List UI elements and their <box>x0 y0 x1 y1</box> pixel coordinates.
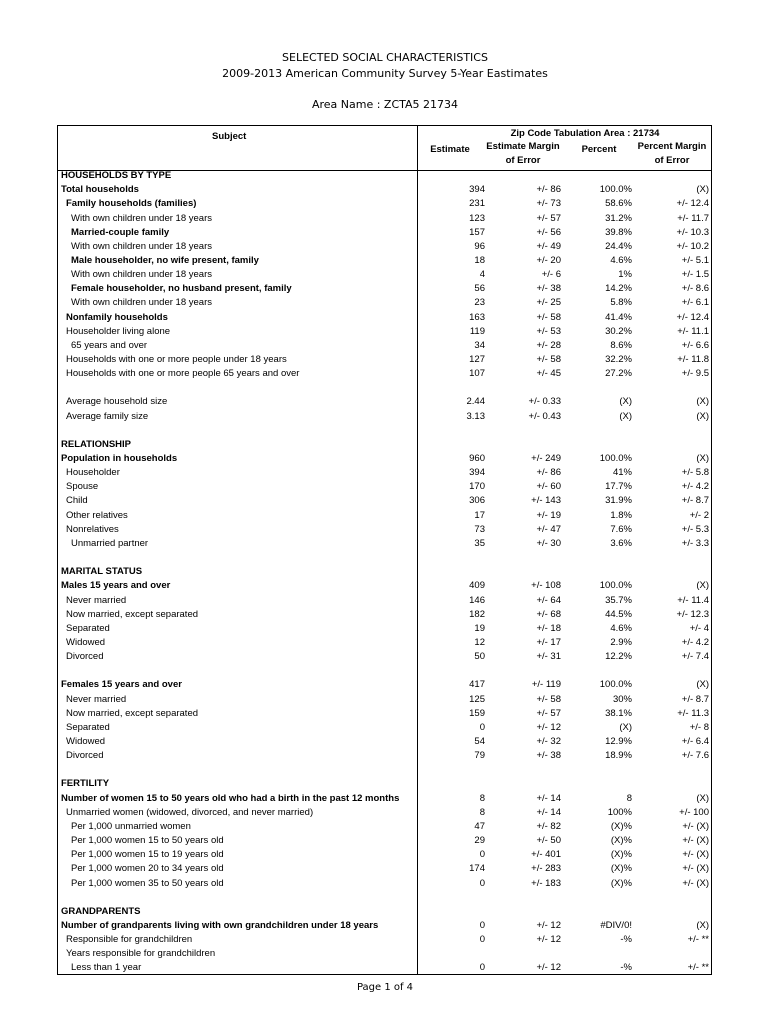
estimate-cell: 119 <box>469 325 485 337</box>
percent-cell: 27.2% <box>605 368 632 380</box>
estimate-cell: 107 <box>469 368 485 380</box>
row-label: Unmarried partner <box>71 537 149 549</box>
report-subtitle: 2009-2013 American Community Survey 5-Year Eastimates <box>222 67 548 80</box>
margin-cell: +/- 68 <box>536 608 561 620</box>
margin-cell: +/- 12 <box>536 934 561 946</box>
table-row <box>58 636 711 650</box>
estimate-cell: 8 <box>479 806 485 818</box>
table-row <box>58 494 711 508</box>
row-label: Householder living alone <box>66 325 171 337</box>
percent-margin-cell: +/- ** <box>687 934 709 946</box>
margin-cell: +/- 14 <box>536 792 561 804</box>
row-label: Males 15 years and over <box>61 580 171 592</box>
row-label: Nonrelatives <box>66 523 119 535</box>
margin-cell: +/- 32 <box>536 736 561 747</box>
percent-cell: 100.0% <box>599 453 632 464</box>
row-label: Other relatives <box>66 509 128 521</box>
row-label: Per 1,000 unmarried women <box>71 820 191 832</box>
table-row <box>58 480 711 494</box>
estimate-cell: 0 <box>479 721 485 733</box>
row-label: Females 15 years and over <box>61 679 182 691</box>
percent-margin-cell: +/- 11.7 <box>677 212 709 224</box>
estimate-cell: 8 <box>479 792 485 804</box>
table-row <box>58 226 711 240</box>
row-label: Number of women 15 to 50 years old who had a birth in the past 12 months <box>61 792 400 804</box>
percent-cell: (X)% <box>610 863 632 875</box>
estimate-cell: 56 <box>474 283 485 295</box>
estimate-cell: 163 <box>469 311 485 323</box>
estimate-cell: 170 <box>469 481 485 493</box>
percent-margin-cell: +/- 7.6 <box>681 750 709 762</box>
margin-cell: +/- 19 <box>536 509 561 521</box>
percent-cell: 31.2% <box>605 212 632 224</box>
row-label: Number of grandparents living with own grandchildren under 18 years <box>61 919 379 931</box>
percent-margin-cell: +/- 11.3 <box>677 707 709 719</box>
percent-cell: 31.9% <box>605 495 632 507</box>
table-row <box>58 678 711 692</box>
percent-margin-cell: +/- 8.6 <box>681 283 709 295</box>
estimate-cell: 394 <box>469 467 485 479</box>
margin-cell: +/- 30 <box>536 537 561 549</box>
estimate-cell: 174 <box>469 863 485 875</box>
row-label: Widowed <box>66 736 106 747</box>
table-row <box>58 862 711 876</box>
percent-cell: 41% <box>612 467 632 479</box>
percent-cell: 32.2% <box>605 353 632 365</box>
table-row <box>58 919 711 933</box>
percent-cell: 44.5% <box>605 608 632 620</box>
margin-cell: +/- 28 <box>536 339 561 351</box>
percent-margin-cell: +/- 12.4 <box>676 198 709 210</box>
estimate-cell: 12 <box>474 636 485 648</box>
row-label: MARITAL STATUS <box>61 566 143 578</box>
row-label: Householder <box>66 467 120 479</box>
table-row <box>58 452 711 466</box>
percent-margin-cell: (X) <box>696 396 709 408</box>
row-label: Population in households <box>61 453 178 464</box>
percent-margin-cell: +/- 5.1 <box>681 254 709 266</box>
percent-margin-cell: +/- 8 <box>689 721 709 733</box>
percent-margin-cell: +/- 5.8 <box>681 467 709 479</box>
pmargin-header-line2: of Error <box>654 155 690 166</box>
percent-margin-cell: +/- ** <box>687 962 709 974</box>
estimate-cell: 125 <box>469 693 485 705</box>
margin-cell: +/- 31 <box>536 651 561 663</box>
row-label: RELATIONSHIP <box>61 438 132 450</box>
margin-cell: +/- 86 <box>536 184 561 196</box>
percent-margin-cell: +/- (X) <box>682 877 709 889</box>
row-label: Separated <box>66 721 110 733</box>
estimate-cell: 23 <box>474 297 485 309</box>
table-row <box>58 749 711 763</box>
percent-margin-cell: +/- (X) <box>682 820 709 832</box>
estimate-cell: 73 <box>474 523 485 535</box>
percent-cell: 3.6% <box>610 537 632 549</box>
table-row <box>58 212 711 226</box>
row-label: FERTILITY <box>61 778 110 790</box>
margin-cell: +/- 249 <box>531 453 561 464</box>
table-row <box>58 367 711 381</box>
estimate-cell: 0 <box>479 962 485 974</box>
estimate-cell: 123 <box>469 212 485 224</box>
table-row <box>58 594 711 608</box>
estimate-cell: 417 <box>469 679 485 691</box>
percent-margin-cell: +/- 2 <box>689 509 709 521</box>
table-row <box>58 169 711 183</box>
margin-cell: +/- 17 <box>536 636 561 648</box>
margin-cell: +/- 53 <box>536 325 561 337</box>
row-label: Spouse <box>66 481 99 493</box>
margin-cell: +/- 82 <box>536 820 561 832</box>
row-label: With own children under 18 years <box>71 240 212 252</box>
margin-cell: +/- 12 <box>536 721 561 733</box>
percent-cell: (X)% <box>610 849 632 861</box>
estimate-cell: 127 <box>469 353 485 365</box>
percent-margin-cell: +/- 100 <box>679 806 709 818</box>
percent-cell: 2.9% <box>610 636 632 648</box>
row-label: Now married, except separated <box>66 608 199 620</box>
percent-cell: 12.9% <box>605 736 632 747</box>
percent-cell: 17.7% <box>605 481 632 493</box>
margin-cell: +/- 73 <box>536 198 561 210</box>
row-label: Never married <box>66 693 127 705</box>
table-row <box>58 905 711 919</box>
row-label: Unmarried women (widowed, divorced, and never married) <box>66 806 314 818</box>
row-label: Widowed <box>66 636 106 648</box>
margin-cell: +/- 108 <box>531 580 561 592</box>
percent-margin-cell: +/- 11.4 <box>677 594 709 606</box>
row-label: Per 1,000 women 20 to 34 years old <box>71 863 224 875</box>
row-label: Female householder, no husband present, family <box>71 283 292 295</box>
table-row <box>58 466 711 480</box>
margin-cell: +/- 183 <box>531 877 561 889</box>
table-row <box>58 565 711 579</box>
row-label: HOUSEHOLDS BY TYPE <box>61 170 172 181</box>
estimate-cell: 394 <box>469 184 485 196</box>
table-row <box>58 537 711 551</box>
row-label: 65 years and over <box>71 339 148 351</box>
report-title: SELECTED SOCIAL CHARACTERISTICS <box>282 51 488 64</box>
table-row <box>58 820 711 834</box>
percent-margin-cell: (X) <box>696 679 709 691</box>
table-row <box>58 197 711 211</box>
table-row <box>58 947 711 961</box>
estimate-cell: 146 <box>469 594 485 606</box>
table-row <box>58 806 711 820</box>
margin-cell: +/- 12 <box>536 919 561 931</box>
margin-cell: +/- 0.33 <box>528 396 561 408</box>
percent-cell: (X) <box>619 396 632 408</box>
margin-cell: +/- 283 <box>531 863 561 875</box>
table-row <box>58 848 711 862</box>
row-label: Never married <box>66 594 127 606</box>
table-row <box>58 395 711 409</box>
row-label: Per 1,000 women 35 to 50 years old <box>71 877 224 889</box>
percent-margin-cell: +/- 11.1 <box>677 325 709 337</box>
table-row <box>58 721 711 735</box>
row-label: Less than 1 year <box>71 962 142 974</box>
percent-cell: 18.9% <box>605 750 632 762</box>
estimate-cell: 0 <box>479 849 485 861</box>
row-label: Households with one or more people 65 years and over <box>66 368 300 380</box>
row-label: Per 1,000 women 15 to 50 years old <box>71 835 224 846</box>
percent-margin-cell: +/- (X) <box>682 863 709 875</box>
table-row <box>58 608 711 622</box>
percent-cell: -% <box>620 934 632 946</box>
percent-cell: -% <box>620 962 632 974</box>
percent-margin-cell: +/- 8.7 <box>681 693 709 705</box>
table-row <box>58 183 711 197</box>
percent-margin-cell: +/- (X) <box>682 835 709 846</box>
percent-cell: 4.6% <box>610 622 632 634</box>
table-row <box>58 282 711 296</box>
estimate-cell: 50 <box>474 651 485 663</box>
percent-cell: (X) <box>619 721 632 733</box>
percent-header: Percent <box>581 144 617 155</box>
percent-cell: 4.6% <box>610 254 632 266</box>
estimate-cell: 79 <box>474 750 485 762</box>
table-row <box>58 650 711 664</box>
row-label: Responsible for grandchildren <box>66 934 193 946</box>
margin-cell: +/- 86 <box>536 467 561 479</box>
table-row <box>58 622 711 636</box>
margin-cell: +/- 20 <box>536 254 561 266</box>
row-label: With own children under 18 years <box>71 269 212 281</box>
percent-cell: 7.6% <box>610 523 632 535</box>
estimate-cell: 47 <box>474 820 485 832</box>
table-row <box>58 523 711 537</box>
percent-margin-cell: (X) <box>696 410 709 422</box>
estimate-cell: 0 <box>479 919 485 931</box>
margin-cell: +/- 0.43 <box>528 410 561 422</box>
percent-cell: 30.2% <box>605 325 632 337</box>
margin-header-line2: of Error <box>505 155 541 166</box>
table-row <box>58 579 711 593</box>
percent-margin-cell: +/- 6.1 <box>681 297 709 309</box>
estimate-cell: 96 <box>474 240 485 252</box>
percent-margin-cell: +/- 8.7 <box>681 495 709 507</box>
percent-margin-cell: +/- 4 <box>689 622 709 634</box>
table-row <box>58 311 711 325</box>
table-row <box>58 735 711 749</box>
table-row <box>58 792 711 806</box>
page-number: Page 1 of 4 <box>356 982 414 993</box>
margin-cell: +/- 38 <box>536 283 561 295</box>
margin-cell: +/- 60 <box>536 481 561 493</box>
percent-cell: 1.8% <box>610 509 632 521</box>
margin-cell: +/- 119 <box>531 679 561 691</box>
percent-margin-cell: (X) <box>696 580 709 592</box>
percent-cell: 8 <box>626 792 632 804</box>
percent-cell: 41.4% <box>605 311 632 323</box>
percent-margin-cell: +/- 4.2 <box>681 636 709 648</box>
percent-margin-cell: +/- 7.4 <box>681 651 709 663</box>
percent-margin-cell: +/- 12.3 <box>676 608 709 620</box>
margin-cell: +/- 45 <box>536 368 561 380</box>
percent-margin-cell: +/- 6.6 <box>681 339 709 351</box>
subject-header: Subject <box>212 131 247 142</box>
margin-cell: +/- 56 <box>536 226 561 238</box>
estimate-cell: 306 <box>469 495 485 507</box>
row-label: With own children under 18 years <box>71 212 212 224</box>
row-label: With own children under 18 years <box>71 297 212 309</box>
table-row <box>58 268 711 282</box>
estimate-cell: 2.44 <box>466 396 485 408</box>
percent-margin-cell: +/- (X) <box>682 849 709 861</box>
percent-margin-cell: +/- 12.4 <box>676 311 709 323</box>
table-row <box>58 509 711 523</box>
estimate-header: Estimate <box>430 144 470 155</box>
percent-cell: 100.0% <box>599 580 632 592</box>
margin-cell: +/- 50 <box>536 835 561 846</box>
percent-cell: 30% <box>612 693 632 705</box>
row-label: GRANDPARENTS <box>61 905 141 917</box>
area-header: Zip Code Tabulation Area : 21734 <box>510 128 660 139</box>
table-row <box>58 693 711 707</box>
estimate-cell: 35 <box>474 537 485 549</box>
percent-margin-cell: +/- 10.3 <box>676 226 709 238</box>
table-row <box>58 254 711 268</box>
percent-cell: 100.0% <box>599 184 632 196</box>
row-label: Divorced <box>66 651 104 663</box>
estimate-cell: 157 <box>469 226 485 238</box>
percent-margin-cell: (X) <box>696 184 709 196</box>
percent-cell: #DIV/0! <box>600 919 632 931</box>
percent-cell: 8.6% <box>610 339 632 351</box>
row-label: Households with one or more people under 18 years <box>66 353 287 365</box>
percent-cell: 12.2% <box>605 651 632 663</box>
percent-margin-cell: +/- 5.3 <box>681 523 709 535</box>
estimate-cell: 409 <box>469 580 485 592</box>
row-label: Years responsible for grandchildren <box>66 948 216 960</box>
percent-cell: 35.7% <box>605 594 632 606</box>
estimate-cell: 54 <box>474 736 485 747</box>
estimate-cell: 4 <box>479 269 485 281</box>
estimate-cell: 0 <box>479 877 485 889</box>
estimate-cell: 182 <box>469 608 485 620</box>
table-row <box>58 325 711 339</box>
estimate-cell: 34 <box>474 339 485 351</box>
row-label: Male householder, no wife present, family <box>71 254 259 266</box>
percent-margin-cell: +/- 11.8 <box>677 353 709 365</box>
row-label: Average family size <box>66 410 149 422</box>
row-label: Married-couple family <box>71 226 170 238</box>
margin-cell: +/- 25 <box>536 297 561 309</box>
margin-cell: +/- 143 <box>531 495 561 507</box>
table-row <box>58 877 711 891</box>
row-label: Average household size <box>66 396 168 408</box>
percent-cell: 39.8% <box>605 226 632 238</box>
estimate-cell: 0 <box>479 934 485 946</box>
table-row <box>58 410 711 424</box>
percent-cell: 14.2% <box>605 283 632 295</box>
row-label: Child <box>66 495 88 507</box>
margin-cell: +/- 64 <box>536 594 561 606</box>
estimate-cell: 159 <box>469 707 485 719</box>
margin-cell: +/- 38 <box>536 750 561 762</box>
percent-cell: (X)% <box>610 835 632 846</box>
row-label: Nonfamily households <box>66 311 168 323</box>
margin-cell: +/- 47 <box>536 523 561 535</box>
table-row <box>58 353 711 367</box>
margin-cell: +/- 401 <box>531 849 561 861</box>
row-label: Divorced <box>66 750 104 762</box>
estimate-cell: 19 <box>474 622 485 634</box>
margin-cell: +/- 58 <box>536 311 561 323</box>
percent-margin-cell: +/- 3.3 <box>681 537 709 549</box>
percent-cell: 100.0% <box>599 679 632 691</box>
area-name: Area Name : ZCTA5 21734 <box>311 98 459 111</box>
row-label: Total households <box>61 184 139 196</box>
table-row <box>58 339 711 353</box>
percent-margin-cell: +/- 6.4 <box>681 736 709 747</box>
percent-cell: 5.8% <box>610 297 632 309</box>
percent-cell: 100% <box>607 806 632 818</box>
percent-margin-cell: +/- 4.2 <box>681 481 709 493</box>
margin-cell: +/- 49 <box>536 240 561 252</box>
percent-cell: (X)% <box>610 820 632 832</box>
percent-margin-cell: (X) <box>696 919 709 931</box>
estimate-cell: 29 <box>474 835 485 846</box>
margin-cell: +/- 14 <box>536 806 561 818</box>
row-label: Family households (families) <box>66 198 197 210</box>
margin-cell: +/- 57 <box>536 212 561 224</box>
estimate-cell: 18 <box>474 254 485 266</box>
percent-margin-cell: +/- 10.2 <box>676 240 709 252</box>
table-row <box>58 240 711 254</box>
row-label: Now married, except separated <box>66 707 199 719</box>
row-label: Per 1,000 women 15 to 19 years old <box>71 849 224 861</box>
estimate-cell: 960 <box>469 453 485 464</box>
estimate-cell: 231 <box>469 198 485 210</box>
margin-cell: +/- 57 <box>536 707 561 719</box>
margin-cell: +/- 58 <box>536 353 561 365</box>
table-row <box>58 296 711 310</box>
table-row <box>58 777 711 791</box>
table-row <box>58 933 711 947</box>
percent-cell: 58.6% <box>605 198 632 210</box>
margin-cell: +/- 12 <box>536 962 561 974</box>
percent-margin-cell: +/- 1.5 <box>681 269 709 281</box>
table-row <box>58 834 711 848</box>
percent-margin-cell: (X) <box>696 792 709 804</box>
percent-margin-cell: (X) <box>696 453 709 464</box>
estimate-cell: 3.13 <box>466 410 485 422</box>
percent-cell: 24.4% <box>605 240 632 252</box>
percent-cell: (X)% <box>610 877 632 889</box>
pmargin-header-line1: Percent Margin <box>637 141 707 152</box>
margin-cell: +/- 6 <box>541 269 561 281</box>
percent-cell: (X) <box>619 410 632 422</box>
percent-cell: 38.1% <box>605 707 632 719</box>
table-row <box>58 438 711 452</box>
margin-header-line1: Estimate Margin <box>486 141 560 152</box>
table-row <box>58 961 711 975</box>
table-row <box>58 707 711 721</box>
margin-cell: +/- 18 <box>536 622 561 634</box>
estimate-cell: 17 <box>474 509 485 521</box>
percent-margin-cell: +/- 9.5 <box>681 368 709 380</box>
margin-cell: +/- 58 <box>536 693 561 705</box>
percent-cell: 1% <box>618 269 632 281</box>
row-label: Separated <box>66 622 110 634</box>
